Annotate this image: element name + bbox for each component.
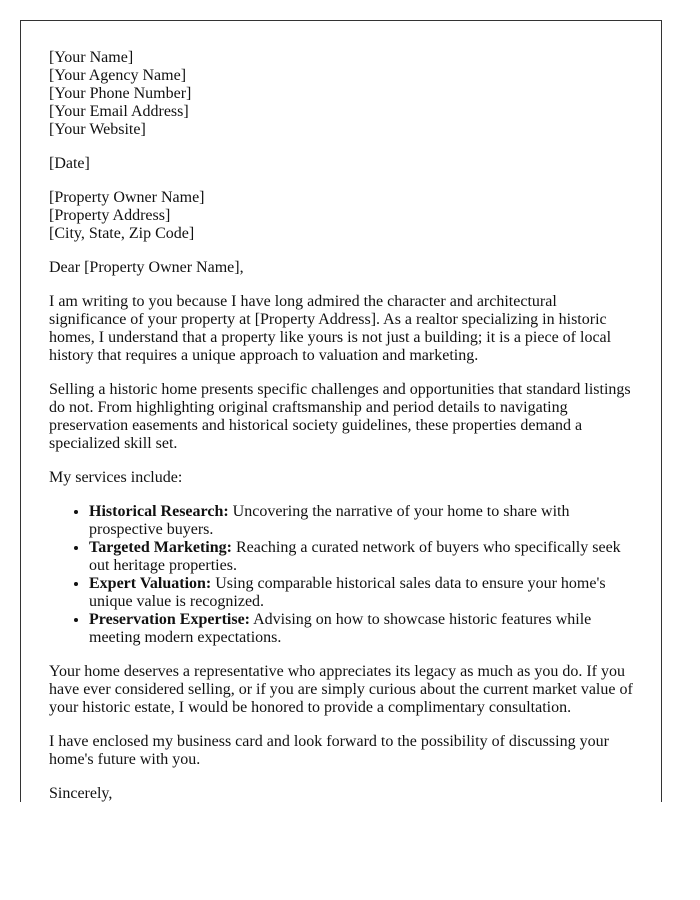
- service-title: Targeted Marketing:: [89, 539, 232, 556]
- service-item-expert-valuation: [89, 575, 633, 611]
- paragraph-services-intro: My services include:: [49, 469, 183, 486]
- paragraph-closing-pitch: Your home deserves a representative who appreciates its legacy as much as you do. If you have ever considered selling, or if you are simply curious about the current market value of your historic estate, I would be honored to provide a complimentary consultation.: [49, 663, 633, 716]
- sender-phone: [Your Phone Number]: [49, 85, 192, 102]
- service-description: Reaching a curated network of buyers who specifically seek out heritage properties.: [89, 539, 621, 574]
- recipient-address: [Property Address]: [49, 207, 171, 224]
- services-list: [49, 503, 633, 647]
- service-description: Advising on how to showcase historic features while meeting modern expectations.: [89, 611, 592, 646]
- sender-email: [Your Email Address]: [49, 103, 189, 120]
- letter-document: [20, 20, 662, 802]
- service-item-preservation-expertise: [89, 611, 633, 647]
- sender-agency: [Your Agency Name]: [49, 67, 187, 84]
- recipient-block: [49, 189, 633, 243]
- letter-viewport: [20, 20, 662, 802]
- letter-date: [Date]: [49, 155, 90, 172]
- service-description: Using comparable historical sales data to ensure your home's unique value is recognized.: [89, 575, 606, 610]
- paragraph-challenges: Selling a historic home presents specific challenges and opportunities that standard listings do not. From highlighting original craftsmanship and period details to navigating preservation easements and historical society guidelines, these properties demand a specialized skill set.: [49, 381, 631, 452]
- salutation: Dear [Property Owner Name],: [49, 259, 244, 276]
- recipient-name: [Property Owner Name]: [49, 189, 205, 206]
- paragraph-enclosure: I have enclosed my business card and look forward to the possibility of discussing your home's future with you.: [49, 733, 609, 768]
- recipient-city-state-zip: [City, State, Zip Code]: [49, 225, 195, 242]
- service-item-targeted-marketing: [89, 539, 633, 575]
- service-description: Uncovering the narrative of your home to share with prospective buyers.: [89, 503, 570, 538]
- service-title: Preservation Expertise:: [89, 611, 250, 628]
- service-title: Expert Valuation:: [89, 575, 212, 592]
- sender-website: [Your Website]: [49, 121, 146, 138]
- date-block: [49, 155, 633, 173]
- signoff: Sincerely,: [49, 785, 113, 802]
- service-title: Historical Research:: [89, 503, 229, 520]
- service-item-historical-research: [89, 503, 633, 539]
- sender-name: [Your Name]: [49, 49, 134, 66]
- sender-block: [49, 49, 633, 139]
- paragraph-intro: I am writing to you because I have long admired the character and architectural significance of your property at [Property Address]. As a realtor specializing in historic homes, I understand that a property like yours is not just a building; it is a piece of local history that requires a unique approach to valuation and marketing.: [49, 293, 612, 364]
